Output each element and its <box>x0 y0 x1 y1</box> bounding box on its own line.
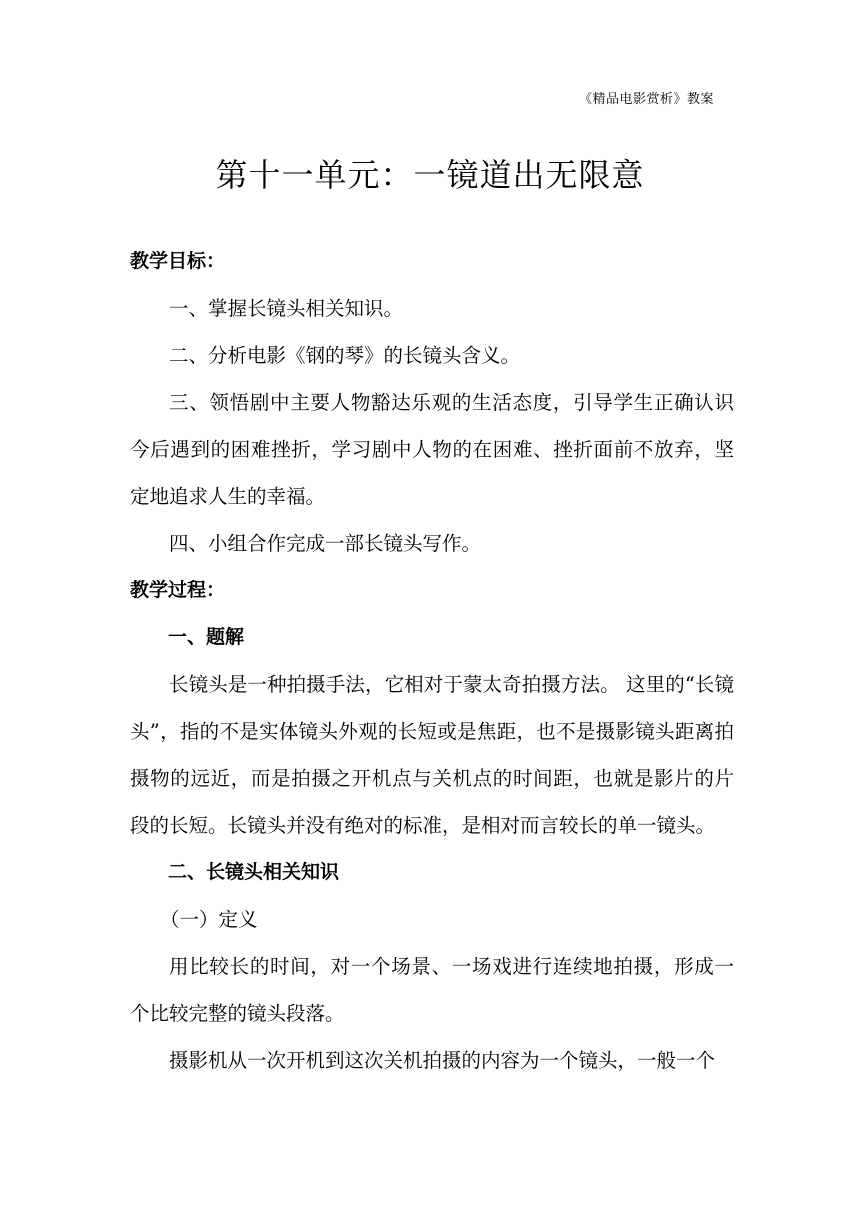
objectives-heading: 教学目标： <box>130 250 226 272</box>
objective-item: 一、掌握长镜头相关知识。 <box>169 297 404 320</box>
section-heading: 一、题解 <box>168 626 245 648</box>
section-paragraph: 摄影机从一次开机到这次关机拍摄的内容为一个镜头，一般一个 <box>169 1049 716 1072</box>
objective-item: 三、领悟剧中主要人物豁达乐观的生活态度，引导学生正确认识今后遇到的困难挫折，学习剧中人物的在困难、挫折面前不放弃，坚定地追求人生的幸福。 <box>130 391 734 508</box>
page-title: 第十一单元：一镜道出无限意 <box>215 156 645 194</box>
header-note: 《精品电影赏析》教案 <box>578 92 714 107</box>
section-heading: 二、长镜头相关知识 <box>168 861 340 883</box>
section-paragraph: 用比较长的时间，对一个场景、一场戏进行连续地拍摄，形成一个比较完整的镜头段落。 <box>130 955 734 1025</box>
document-body <box>130 238 734 1084</box>
objective-item: 四、小组合作完成一部长镜头写作。 <box>169 532 482 555</box>
subsection-heading: （一）定义 <box>160 908 258 931</box>
objective-item: 二、分析电影《钢的琴》的长镜头含义。 <box>169 344 521 367</box>
process-heading: 教学过程： <box>130 579 226 601</box>
section-paragraph: 长镜头是一种拍摄手法，它相对于蒙太奇拍摄方法。 这里的“长镜头”，指的不是实体镜头外观的长短或是焦距，也不是摄影镜头距离拍摄物的远近，而是拍摄之开机点与关机点的时间距，也就是影片的片段的长短。长镜头并没有绝对的标准，是相对而言较长的单一镜头。 <box>130 673 734 837</box>
